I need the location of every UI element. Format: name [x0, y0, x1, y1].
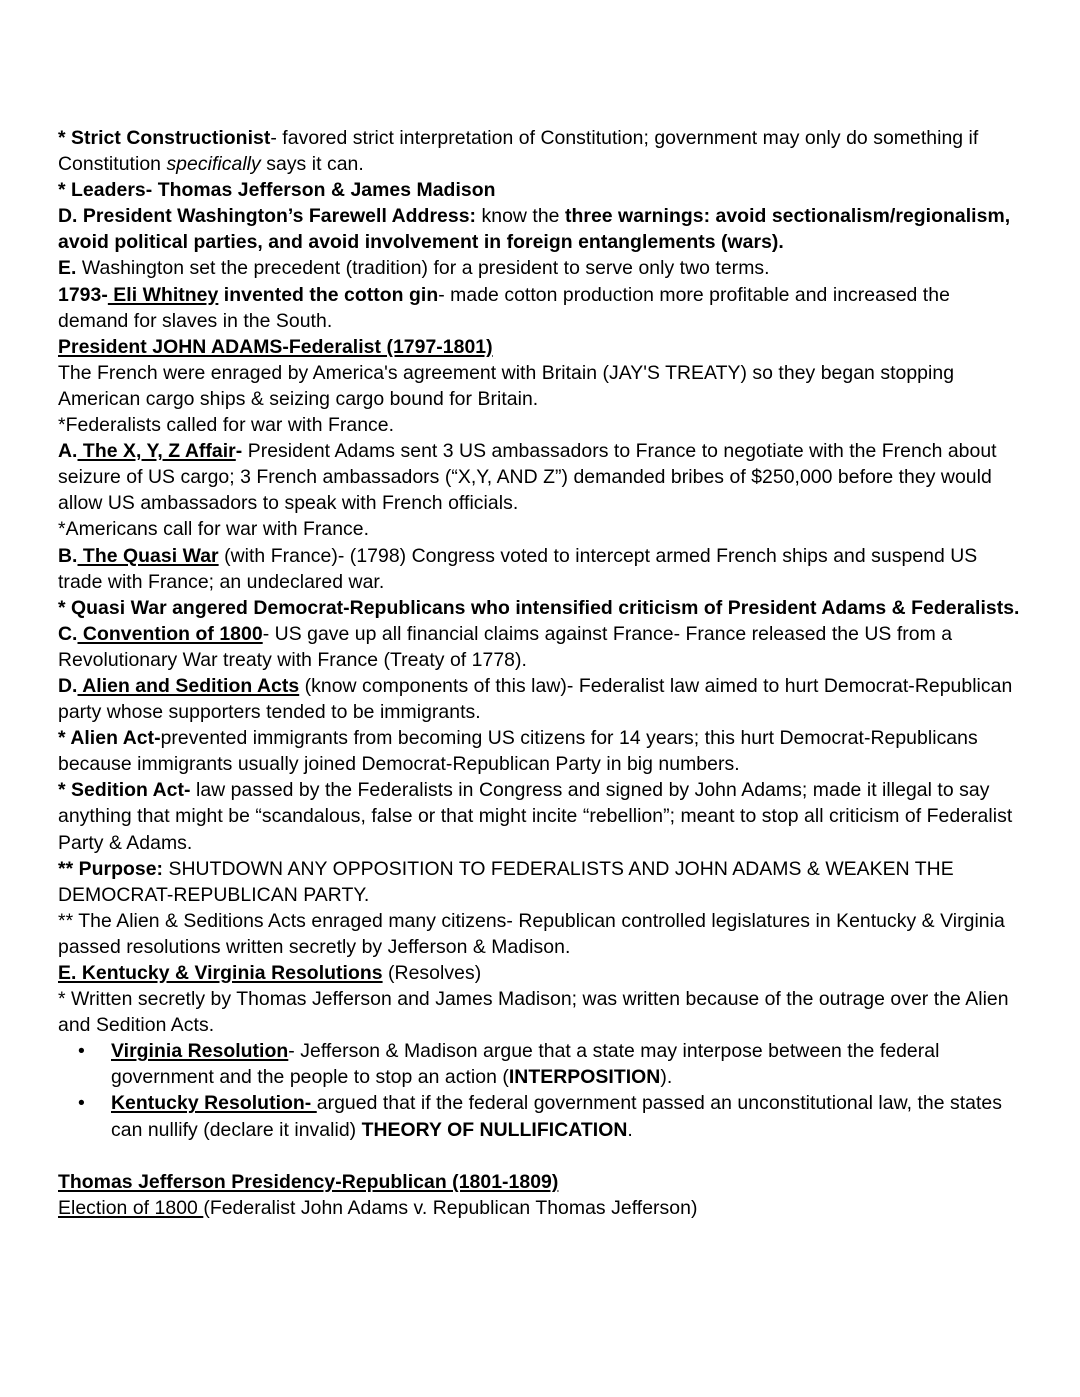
cotton-gin-bold: invented the cotton gin	[218, 283, 439, 306]
xyz-affair-text: President Adams sent 3 US ambassadors to France to negotiate with the French about seizure of US cargo; 3 French ambassadors (“X,Y, AND Z”) demanded bribes of $250,000 before they would allow US ambassadors to speak with French officials.	[58, 440, 997, 515]
heading-president-john-adams	[58, 334, 1022, 360]
paragraph-election-1800	[58, 1195, 1022, 1221]
quasi-war-anger-text: * Quasi War angered Democrat-Republicans who intensified criticism of President Adams & Federalists.	[58, 596, 1020, 619]
label-e: E.	[58, 257, 77, 280]
term-convention-of-1800: Convention of 1800	[77, 622, 263, 645]
alien-act-text: prevented immigrants from becoming US citizens for 14 years; this hurt Democrat-Republicans because immigrants usually joined Democrat-Republican Party in big numbers.	[58, 727, 978, 776]
acts-enraged-text: ** The Alien & Seditions Acts enraged many citizens- Republican controlled legislatures in Kentucky & Virginia passed resolutions written secretly by Jefferson & Madison.	[58, 909, 1005, 958]
purpose-text: SHUTDOWN ANY OPPOSITION TO FEDERALISTS AND JOHN ADAMS & WEAKEN THE DEMOCRAT-REPUBLICAN PARTY.	[58, 857, 954, 906]
kentucky-resolution-text-b: .	[627, 1118, 633, 1141]
paragraph-spacer	[58, 1143, 1022, 1169]
term-eli-whitney: Eli Whitney	[107, 283, 219, 306]
heading-jefferson-presidency-text: Thomas Jefferson Presidency-Republican (1801-1809)	[58, 1170, 559, 1193]
paragraph-cotton-gin	[58, 282, 1022, 334]
heading-jefferson-presidency	[58, 1169, 1022, 1195]
paragraph-alien-sedition-acts	[58, 673, 1022, 725]
label-farewell-address: D. President Washington’s Farewell Address:	[58, 205, 477, 228]
term-theory-of-nullification: THEORY OF NULLIFICATION	[361, 1118, 628, 1141]
strict-constructionist-text-b: says it can.	[260, 153, 364, 176]
term-alien-and-sedition-acts: Alien and Sedition Acts	[77, 674, 300, 697]
label-d: D.	[58, 674, 78, 697]
heading-president-john-adams-text: President JOHN ADAMS-Federalist (1797-1801)	[58, 335, 493, 358]
paragraph-xyz-affair	[58, 438, 1022, 516]
document-body	[58, 125, 1022, 1221]
emphasis-specifically: specifically	[166, 153, 261, 176]
paragraph-acts-enraged	[58, 908, 1022, 960]
label-purpose: ** Purpose:	[58, 857, 164, 880]
paragraph-quasi-war	[58, 543, 1022, 595]
americans-war-text: *Americans call for war with France.	[58, 518, 370, 541]
paragraph-french-enraged	[58, 360, 1022, 412]
term-interposition: INTERPOSITION	[508, 1066, 661, 1089]
paragraph-two-terms	[58, 255, 1022, 281]
virginia-resolution-text-a: - Jefferson & Madison argue that a state may interpose between the federal government and the people to stop an action (	[111, 1040, 940, 1089]
term-xyz-affair: The X, Y, Z Affair	[77, 440, 236, 463]
strict-constructionist-text-a: - favored strict interpretation of Constitution; government may only do something if Constitution	[58, 127, 979, 176]
label-sedition-act: * Sedition Act-	[58, 779, 191, 802]
two-terms-text: Washington set the precedent (tradition) for a president to serve only two terms.	[76, 257, 770, 280]
list-item	[58, 1090, 1022, 1142]
quasi-war-text: (with France)- (1798) Congress voted to intercept armed French ships and suspend US trade with France; an undeclared war.	[58, 544, 978, 593]
cotton-gin-rest: - made cotton production more profitable and increased the demand for slaves in the South.	[58, 283, 950, 332]
resolves-text: (Resolves)	[382, 962, 482, 984]
label-a: A.	[58, 440, 78, 463]
written-secretly-text: * Written secretly by Thomas Jefferson and James Madison; was written because of the outrage over the Alien and Sedition Acts.	[58, 988, 1009, 1037]
sedition-act-text: law passed by the Federalists in Congress and signed by John Adams; made it illegal to say anything that might be “scandalous, false or that might incite “rebellion”; meant to stop all criticism of Federalist Party & Adams.	[58, 779, 1013, 854]
bullet-icon: •	[78, 1040, 85, 1063]
federalists-war-text: *Federalists called for war with France.	[58, 414, 395, 437]
xyz-dash: -	[235, 440, 243, 463]
resolutions-bullet-list	[58, 1038, 1022, 1142]
paragraph-written-secretly	[58, 986, 1022, 1038]
term-kentucky-resolution: Kentucky Resolution-	[111, 1092, 317, 1115]
term-virginia-resolution: Virginia Resolution	[111, 1040, 289, 1063]
convention-1800-text: - US gave up all financial claims against France- France released the US from a Revolutionary War treaty with France (Treaty of 1778).	[58, 622, 953, 671]
label-b: B.	[58, 544, 78, 567]
label-c: C.	[58, 622, 78, 645]
heading-kentucky-virginia-resolutions	[58, 960, 1022, 986]
paragraph-leaders	[58, 177, 1022, 203]
label-alien-act: * Alien Act-	[58, 727, 161, 750]
term-quasi-war: The Quasi War	[77, 544, 219, 567]
paragraph-quasi-war-anger	[58, 595, 1022, 621]
alien-sedition-acts-text: (know components of this law)- Federalist law aimed to hurt Democrat-Republican party whose supporters tended to be immigrants.	[58, 674, 1013, 724]
year-1793: 1793-	[58, 283, 108, 306]
farewell-address-mid: know the	[476, 205, 565, 228]
virginia-resolution-text-b: ).	[660, 1066, 673, 1089]
paragraph-purpose	[58, 856, 1022, 908]
paragraph-americans-war	[58, 516, 1022, 542]
leaders-text: * Leaders- Thomas Jefferson & James Madison	[58, 179, 496, 202]
term-election-of-1800: Election of 1800	[58, 1196, 204, 1219]
paragraph-sedition-act	[58, 777, 1022, 855]
french-enraged-text: The French were enraged by America's agreement with Britain (JAY'S TREATY) so they began stopping American cargo ships & seizing cargo bound for Britain.	[58, 361, 955, 410]
paragraph-federalists-war	[58, 412, 1022, 438]
paragraph-farewell-address	[58, 203, 1022, 255]
paragraph-alien-act	[58, 725, 1022, 777]
bullet-icon: •	[78, 1092, 85, 1115]
term-strict-constructionist: * Strict Constructionist	[58, 127, 271, 149]
heading-kentucky-virginia-resolutions-text: E. Kentucky & Virginia Resolutions	[58, 962, 383, 984]
paragraph-convention-1800	[58, 621, 1022, 673]
paragraph-strict-constructionist	[58, 125, 1022, 177]
election-1800-text: (Federalist John Adams v. Republican Thomas Jefferson)	[203, 1196, 698, 1219]
list-item	[58, 1038, 1022, 1090]
farewell-three-warnings: three warnings: avoid sectionalism/regionalism, avoid political parties, and avoid involvement in foreign entanglements (wars).	[58, 205, 1011, 254]
kentucky-resolution-text-a: argued that if the federal government passed an unconstitutional law, the states can nullify (declare it invalid)	[111, 1092, 1003, 1141]
